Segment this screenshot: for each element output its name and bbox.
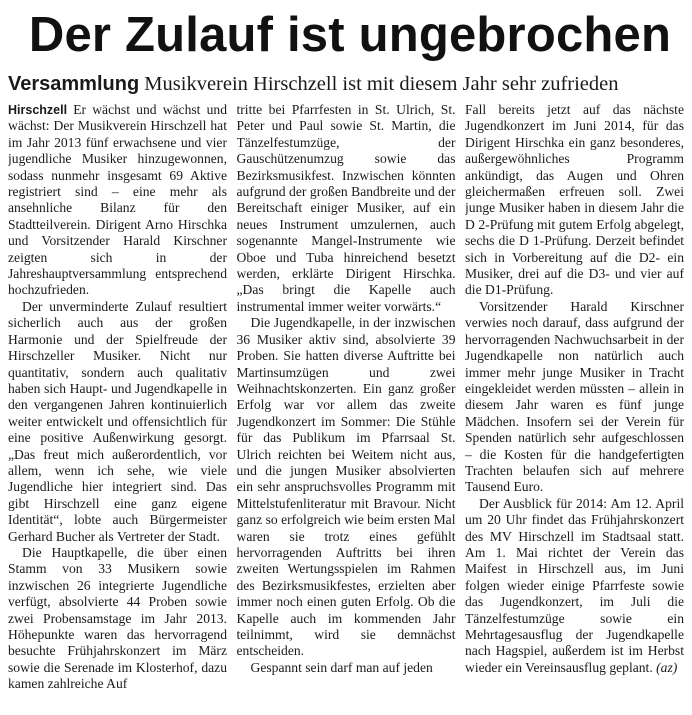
paragraph: Die Jugendkapelle, in der inzwischen 36 Musiker aktiv sind, absolvierte 39 Proben. Sie hatten diverse Auftritte bei Martinsumzügen und zwei Weihnachtskonzerten. Ein ganz großer Erfolg war vor allem das zweite Jugendkonzert im Sommer: Die Stühle für das Publikum im Pfarrsaal St. Ulrich reichten bei Weitem nicht aus, und die jungen Musiker absolvierten ein sehr anspruchsvolles Programm mit Mittelstufenliteratur mit Bravour. Nicht ganz so erfolgreich wie beim ersten Mal waren sie trotz eines gefühlt hervorragenden Auftritts bei ihren zweiten Wertungsspielen im Rahmen des Bezirksmusikfestes, erzielten aber immer noch einen guten Erfolg. Ob die Kapelle auch im kommenden Jahr teilnimmt, wird sie demnächst entscheiden.: [236, 315, 456, 659]
subheadline: Musikverein Hirschzell ist mit diesem Jahr sehr zufrieden: [144, 73, 619, 95]
headline: Der Zulauf ist ungebrochen: [28, 8, 672, 62]
paragraph: Hirschzell Er wächst und wächst und wächst: Der Musikverein Hirschzell hat im Jahr 2013 fünf erwachsene und vier jugendliche Musiker hinzugewonnen, sodass nunmehr insgesamt 69 Aktive registriert sind – eine mehr als ansehnliche Bilanz für den Stadtteilverein. Dirigent Arno Hirschka und Vorsitzender Harald Kirschner zeigten sich in der Jahreshauptversammlung entsprechend hochzufrieden.: [8, 102, 227, 298]
paragraph: Gespannt sein darf man auf jeden: [250, 659, 433, 675]
kicker: Versammlung: [8, 73, 140, 95]
paragraph: Fall bereits jetzt auf das nächste Jugendkonzert im Juni 2014, für das Dirigent Hirschka ein ganz besonderes, außergewöhnliches Programm ankündigt, das Augen und Ohren gleichermaßen erfreuen soll. Zwei junge Musiker haben in diesem Jahr die D 2-Prüfung mit gutem Erfolg abgelegt, sechs die D 1-Prüfung. Derzeit befindet sich in Vorbereitung auf die D2- ein Musiker, drei auf die D3- und vier auf die D1-Prüfung.: [465, 102, 684, 298]
paragraph: Der unverminderte Zulauf resultiert sicherlich auch aus der großen Harmonie und der Spielfreude der Hirschzeller Musiker. Nicht nur quantitativ, sondern auch qualitativ haben sich Haupt- und Jugendkapelle in den vergangenen Jahren kontinuierlich weiter entwickelt und offensichtlich für eine positive Außenwirkung gesorgt. „Das freut mich außerordentlich, vor allem, wenn ich sehe, wie viele Jugendliche hier integriert sind. Das gibt Hirschzell eine ganz eigene Identität“, lobte auch Bürgermeister Gerhard Bucher als Vertreter der Stadt.: [8, 298, 227, 544]
dateline: Hirschzell: [8, 103, 68, 117]
column-3: [465, 102, 684, 714]
column-2: [237, 102, 456, 714]
column-1: [8, 102, 227, 714]
paragraph: tritte bei Pfarrfesten in St. Ulrich, St. Peter und Paul sowie St. Martin, die Tänzelfestumzüge, der Gauschützenumzug sowie das Bezirksmusikfest. Inzwischen könnten aufgrund der großen Bandbreite und der Bereitschaft einiger Musiker, auf ein neues Instrument umzulernen, auch sogenannte Mangel-Instrumente wie Oboe und Tuba hinreichend besetzt werden, erklärte Dirigent Hirschka. „Das bringt die Kapelle auch instrumental immer weiter vorwärts.“: [236, 102, 456, 314]
paragraph: Der Ausblick für 2014: Am 12. April um 20 Uhr findet das Frühjahrskonzert des MV Hirschzell im Stadtsaal statt. Am 1. Mai richtet der Verein das Maifest in Hirschzell aus, im Juni folgen wieder einige Pfarrfeste sowie das Jugendkonzert, im Juli die Tänzelfestumzüge sowie ein Mehrtagesausflug der Jugendkapelle nach Hagspiel, außerdem ist im Herbst wieder ein Vereinsausflug geplant. (az): [465, 495, 684, 675]
paragraph: Die Hauptkapelle, die über einen Stamm von 33 Musikern sowie inzwischen 26 integrierte Jugendliche verfügt, absolvierte 44 Proben sowie zwei Probensamstage im Jahr 2013. Höhepunkte waren das hervorragend besuchte Frühjahrskonzert im März sowie die Serenade im Klosterhof, dazu kamen zahlreiche Auf: [8, 544, 227, 692]
paragraph: Vorsitzender Harald Kirschner verwies noch darauf, dass aufgrund der hervorragenden Nachwuchsarbeit in der Jugendkapelle non natürlich auch immer mehr junge Musiker in Tracht eingekleidet werden müssten – allein in diesem Jahr waren es fünf junge Mädchen. Insofern sei der Verein für Spenden natürlich sehr aufgeschlossen – die Kosten für die handgefertigten Trachten belaufen sich auf mehrere Tausend Euro.: [465, 298, 684, 495]
subheadline-line: [8, 71, 688, 97]
article-body: [8, 102, 684, 714]
author-tag: (az): [656, 659, 678, 675]
